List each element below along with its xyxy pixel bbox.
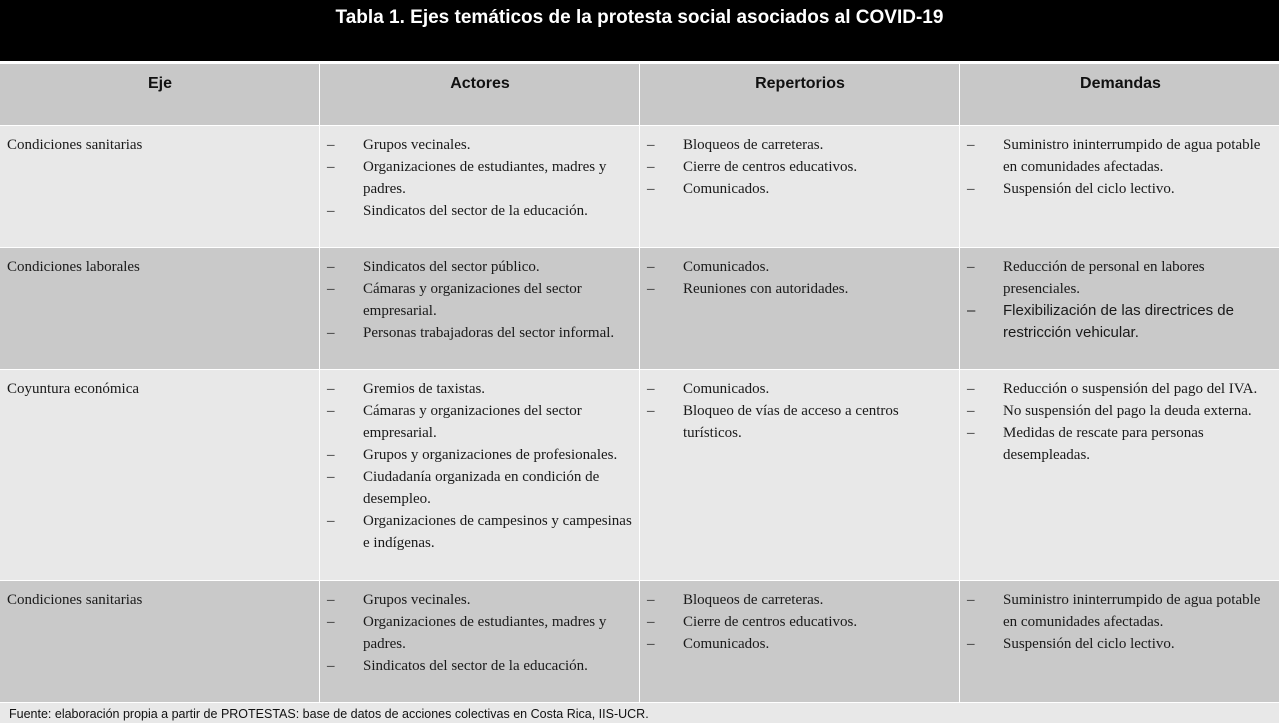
actores-list: [327, 378, 633, 554]
demandas-list: [967, 378, 1274, 466]
list-item: – Bloqueos de carreteras.: [647, 589, 953, 611]
cell-eje: Condiciones sanitarias: [0, 581, 319, 702]
cell-repertorios: [640, 126, 959, 247]
actores-list: [327, 134, 633, 222]
list-item: – No suspensión del pago la deuda externa.: [967, 400, 1274, 422]
header-eje: Eje: [0, 64, 319, 125]
cell-actores: [320, 126, 639, 247]
list-item: – Reducción de personal en labores presenciales.: [967, 256, 1274, 300]
list-item: – Bloqueo de vías de acceso a centros turísticos.: [647, 400, 953, 444]
list-item: – Sindicatos del sector público.: [327, 256, 633, 278]
cell-eje: Coyuntura económica: [0, 370, 319, 580]
list-item: – Personas trabajadoras del sector informal.: [327, 322, 633, 344]
list-item: – Cierre de centros educativos.: [647, 156, 953, 178]
list-item: – Suministro ininterrumpido de agua potable en comunidades afectadas.: [967, 134, 1274, 178]
table-title: Tabla 1. Ejes temáticos de la protesta social asociados al COVID-19: [0, 0, 1279, 61]
repertorios-list: [647, 378, 953, 444]
list-item: – Comunicados.: [647, 256, 953, 278]
themes-table: [0, 64, 1279, 702]
demandas-list: [967, 589, 1274, 655]
cell-repertorios: [640, 370, 959, 580]
source-note: Fuente: elaboración propia a partir de PROTESTAS: base de datos de acciones colectivas en Costa Rica, IIS-UCR.: [0, 703, 1279, 723]
demandas-list: [967, 134, 1274, 200]
list-item: – Grupos y organizaciones de profesionales.: [327, 444, 633, 466]
list-item: – Comunicados.: [647, 378, 953, 400]
cell-demandas: [960, 370, 1279, 580]
actores-list: [327, 589, 633, 677]
cell-actores: [320, 370, 639, 580]
list-item: – Organizaciones de campesinos y campesinas e indígenas.: [327, 510, 633, 554]
cell-demandas: [960, 248, 1279, 369]
actores-list: [327, 256, 633, 344]
header-demandas: Demandas: [960, 64, 1279, 125]
cell-eje: Condiciones sanitarias: [0, 126, 319, 247]
list-item: – Medidas de rescate para personas desempleadas.: [967, 422, 1274, 466]
list-item: – Bloqueos de carreteras.: [647, 134, 953, 156]
repertorios-list: [647, 589, 953, 655]
demandas-list: [967, 256, 1274, 344]
cell-repertorios: [640, 248, 959, 369]
list-item: – Cierre de centros educativos.: [647, 611, 953, 633]
cell-actores: [320, 581, 639, 702]
list-item: – Cámaras y organizaciones del sector empresarial.: [327, 278, 633, 322]
list-item: – Grupos vecinales.: [327, 134, 633, 156]
list-item: – Suspensión del ciclo lectivo.: [967, 633, 1274, 655]
list-item: – Organizaciones de estudiantes, madres y padres.: [327, 611, 633, 655]
list-item: – Sindicatos del sector de la educación.: [327, 655, 633, 677]
list-item: – Suspensión del ciclo lectivo.: [967, 178, 1274, 200]
list-item: – Gremios de taxistas.: [327, 378, 633, 400]
list-item: – Flexibilización de las directrices de restricción vehicular.: [967, 300, 1274, 344]
list-item: – Grupos vecinales.: [327, 589, 633, 611]
list-item: – Reuniones con autoridades.: [647, 278, 953, 300]
list-item: – Comunicados.: [647, 633, 953, 655]
cell-repertorios: [640, 581, 959, 702]
list-item: – Cámaras y organizaciones del sector empresarial.: [327, 400, 633, 444]
cell-actores: [320, 248, 639, 369]
cell-demandas: [960, 126, 1279, 247]
list-item: – Comunicados.: [647, 178, 953, 200]
header-repertorios: Repertorios: [640, 64, 959, 125]
header-actores: Actores: [320, 64, 639, 125]
list-item: – Sindicatos del sector de la educación.: [327, 200, 633, 222]
list-item: – Suministro ininterrumpido de agua potable en comunidades afectadas.: [967, 589, 1274, 633]
list-item: – Reducción o suspensión del pago del IVA.: [967, 378, 1274, 400]
repertorios-list: [647, 256, 953, 300]
list-item: – Ciudadanía organizada en condición de desempleo.: [327, 466, 633, 510]
repertorios-list: [647, 134, 953, 200]
list-item: – Organizaciones de estudiantes, madres y padres.: [327, 156, 633, 200]
cell-eje: Condiciones laborales: [0, 248, 319, 369]
cell-demandas: [960, 581, 1279, 702]
